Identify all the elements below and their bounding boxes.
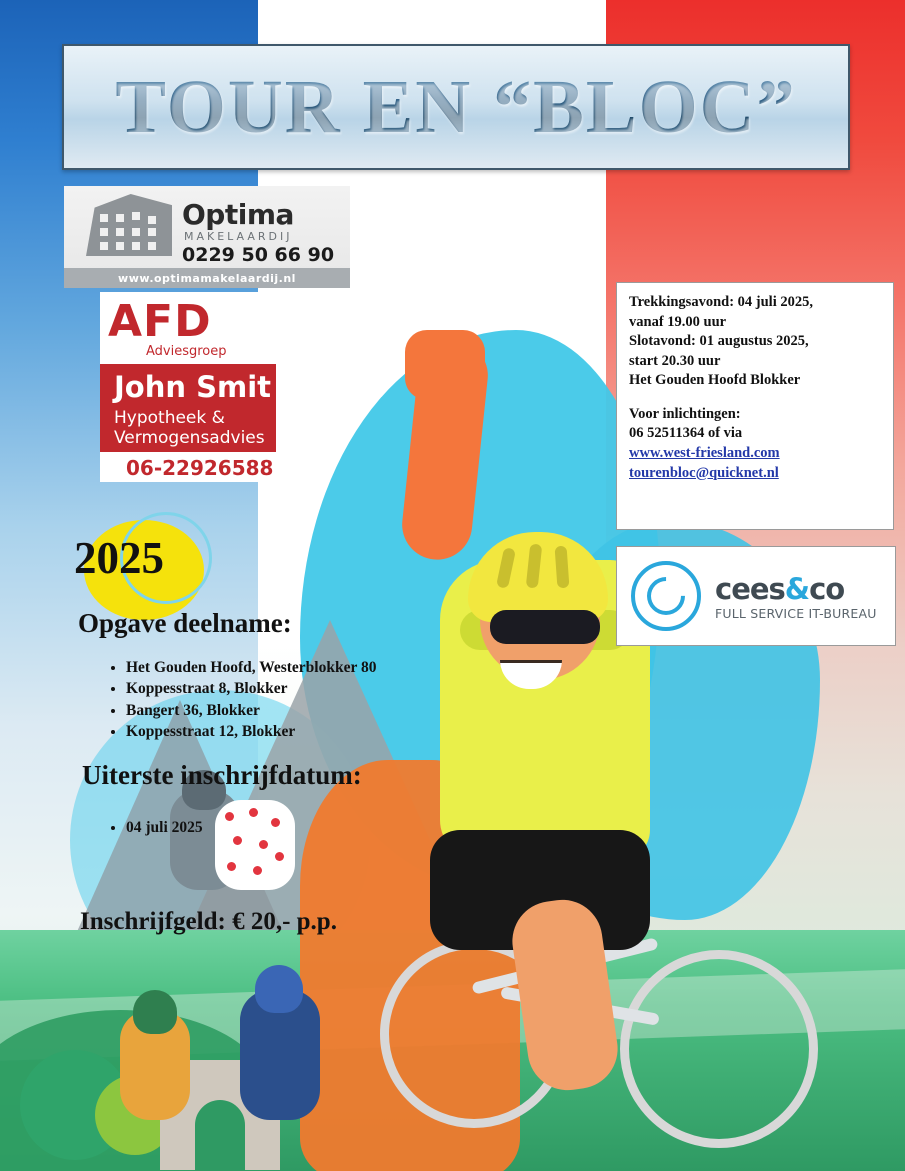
section-heading-uiterste: Uiterste inschrijfdatum: <box>82 760 362 790</box>
sunglasses-icon <box>490 610 600 644</box>
info-line-1: Trekkingsavond: 04 juli 2025, <box>629 294 813 310</box>
sponsor-cees-name-part1: cees <box>715 571 785 606</box>
polka-dot-jersey <box>215 800 295 890</box>
background-cyclist-head <box>255 965 303 1013</box>
info-line-5: Het Gouden Hoofd Blokker <box>629 372 801 389</box>
sponsor-afd-panel <box>100 364 276 452</box>
sponsor-afd-person: John Smit <box>114 370 272 404</box>
event-year: 2025 <box>74 533 164 583</box>
sponsor-cees-tagline: FULL SERVICE IT-BUREAU <box>715 605 877 621</box>
opgave-location-list <box>90 658 376 744</box>
sponsor-afd-subtitle: Adviesgroep <box>146 344 227 359</box>
sponsor-optima-phone: 0229 50 66 90 <box>182 244 335 266</box>
list-item: • Het Gouden Hoofd, Westerblokker 80 <box>126 658 376 677</box>
sponsor-cees-name <box>715 572 877 606</box>
info-contact-heading: Voor inlichtingen: <box>629 405 741 422</box>
sponsor-afd-service-line2: Vermogensadvies <box>114 428 265 448</box>
sponsor-optima-subtitle: MAKELAARDIJ <box>184 230 293 243</box>
sponsor-afd <box>100 292 276 482</box>
sponsor-afd-logo: AFD <box>108 296 212 347</box>
list-item: • Koppesstraat 8, Blokker <box>126 679 376 698</box>
sponsor-cees-and-co <box>616 546 896 646</box>
sponsor-cees-ampersand: & <box>784 571 810 606</box>
sponsor-afd-service-line1: Hypotheek & <box>114 408 225 428</box>
bicycle-wheel <box>620 950 818 1148</box>
sponsor-cees-text <box>715 572 877 621</box>
info-spacer <box>629 391 881 405</box>
sponsor-optima-website[interactable]: www.optimamakelaardij.nl <box>64 268 350 288</box>
info-line-2: vanaf 19.00 uur <box>629 313 727 330</box>
background-cyclist-head <box>133 990 177 1034</box>
info-line-3: Slotavond: 01 augustus 2025, <box>629 333 809 350</box>
list-item: • Koppesstraat 12, Blokker <box>126 722 376 741</box>
list-item: • 04 juli 2025 <box>126 818 203 837</box>
info-contact-phone: 06 52511364 of via <box>629 425 743 442</box>
page-title: TOUR EN “BLOC” <box>115 64 797 149</box>
sponsor-optima <box>64 186 350 288</box>
info-line-4: start 20.30 uur <box>629 352 721 369</box>
entry-fee-text: Inschrijfgeld: € 20,- p.p. <box>80 908 337 935</box>
sponsor-afd-phone: 06-22926588 <box>126 456 274 480</box>
arch-opening <box>195 1100 245 1171</box>
sponsor-cees-name-part2: co <box>809 571 845 606</box>
section-heading-opgave: Opgave deelname: <box>78 608 292 638</box>
list-item: • Bangert 36, Blokker <box>126 701 376 720</box>
cyclist-fist <box>405 330 485 400</box>
info-website-link[interactable]: www.west-friesland.com <box>629 444 780 461</box>
info-email-link[interactable]: tourenbloc@quicknet.nl <box>629 464 779 481</box>
deadline-list <box>90 818 203 839</box>
poster-title-banner <box>62 44 850 170</box>
building-icon <box>86 194 172 256</box>
event-info-box <box>616 282 894 530</box>
sponsor-optima-name: Optima <box>182 198 294 231</box>
c-circle-icon <box>631 561 701 631</box>
